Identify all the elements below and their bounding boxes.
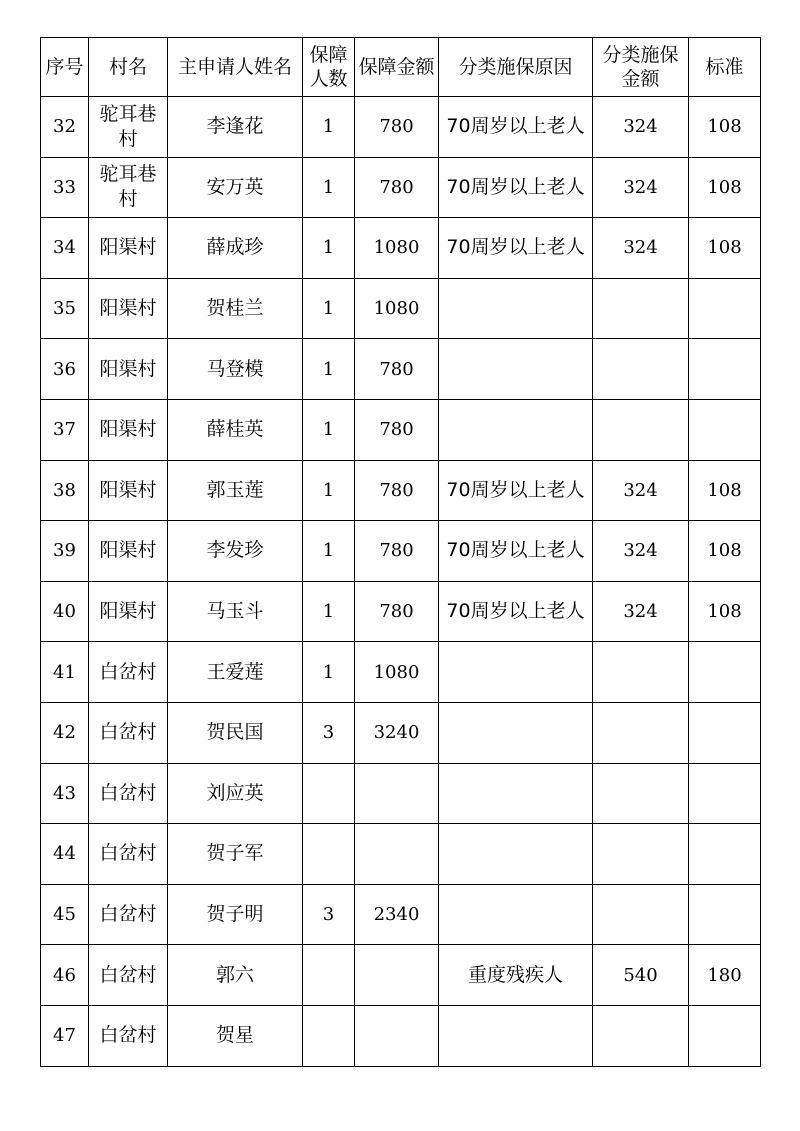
cell-no: 42 [41, 702, 89, 763]
cell-amount: 780 [355, 521, 439, 582]
cell-standard: 108 [689, 97, 761, 158]
cell-village: 阳渠村 [89, 278, 168, 339]
cell-reason [439, 702, 593, 763]
table-row [41, 218, 761, 279]
cell-amount: 3240 [355, 702, 439, 763]
cell-class-amount: 324 [593, 521, 689, 582]
header-reason: 分类施保原因 [439, 38, 593, 97]
cell-no: 36 [41, 339, 89, 400]
cell-amount [355, 763, 439, 824]
cell-reason [439, 884, 593, 945]
cell-amount: 1080 [355, 218, 439, 279]
cell-village: 白岔村 [89, 642, 168, 703]
cell-amount: 1080 [355, 642, 439, 703]
table-row [41, 460, 761, 521]
cell-standard: 108 [689, 218, 761, 279]
cell-count [303, 945, 355, 1006]
cell-class-amount [593, 399, 689, 460]
cell-applicant-name: 贺子明 [168, 884, 303, 945]
cell-standard [689, 399, 761, 460]
table-row [41, 824, 761, 885]
cell-no: 43 [41, 763, 89, 824]
cell-count: 3 [303, 702, 355, 763]
cell-count: 1 [303, 218, 355, 279]
header-no: 序号 [41, 38, 89, 97]
cell-applicant-name: 马登模 [168, 339, 303, 400]
cell-standard: 180 [689, 945, 761, 1006]
cell-applicant-name: 安万英 [168, 157, 303, 218]
cell-class-amount: 324 [593, 460, 689, 521]
cell-standard: 108 [689, 460, 761, 521]
cell-standard [689, 278, 761, 339]
cell-standard: 108 [689, 581, 761, 642]
header-applicant-name: 主申请人姓名 [168, 38, 303, 97]
header-standard: 标准 [689, 38, 761, 97]
cell-reason [439, 339, 593, 400]
document-page [40, 37, 760, 1067]
cell-amount: 780 [355, 157, 439, 218]
cell-no: 32 [41, 97, 89, 158]
cell-count [303, 824, 355, 885]
cell-applicant-name: 王爱莲 [168, 642, 303, 703]
cell-count: 1 [303, 339, 355, 400]
cell-applicant-name: 刘应英 [168, 763, 303, 824]
cell-reason: 70周岁以上老人 [439, 218, 593, 279]
cell-applicant-name: 薛成珍 [168, 218, 303, 279]
cell-amount [355, 945, 439, 1006]
cell-reason [439, 763, 593, 824]
cell-reason: 70周岁以上老人 [439, 460, 593, 521]
cell-class-amount [593, 702, 689, 763]
header-amount: 保障金额 [355, 38, 439, 97]
cell-applicant-name: 贺子军 [168, 824, 303, 885]
cell-class-amount: 324 [593, 581, 689, 642]
cell-count: 1 [303, 460, 355, 521]
table-row [41, 945, 761, 1006]
table-row [41, 884, 761, 945]
cell-standard [689, 642, 761, 703]
cell-count: 1 [303, 157, 355, 218]
cell-class-amount: 324 [593, 218, 689, 279]
cell-village: 驼耳巷村 [89, 97, 168, 158]
cell-no: 45 [41, 884, 89, 945]
cell-class-amount [593, 339, 689, 400]
cell-village: 白岔村 [89, 1005, 168, 1066]
cell-village: 驼耳巷村 [89, 157, 168, 218]
cell-reason [439, 399, 593, 460]
cell-reason [439, 642, 593, 703]
table-row [41, 581, 761, 642]
cell-no: 41 [41, 642, 89, 703]
cell-village: 阳渠村 [89, 521, 168, 582]
cell-standard [689, 702, 761, 763]
cell-standard: 108 [689, 521, 761, 582]
cell-count: 1 [303, 642, 355, 703]
cell-reason: 70周岁以上老人 [439, 157, 593, 218]
header-count: 保障人数 [303, 38, 355, 97]
cell-count: 1 [303, 581, 355, 642]
cell-applicant-name: 贺桂兰 [168, 278, 303, 339]
cell-applicant-name: 贺星 [168, 1005, 303, 1066]
cell-no: 44 [41, 824, 89, 885]
cell-class-amount: 540 [593, 945, 689, 1006]
cell-amount: 1080 [355, 278, 439, 339]
cell-applicant-name: 郭六 [168, 945, 303, 1006]
cell-standard [689, 339, 761, 400]
cell-class-amount [593, 884, 689, 945]
cell-amount: 780 [355, 460, 439, 521]
cell-no: 46 [41, 945, 89, 1006]
cell-count: 1 [303, 97, 355, 158]
table-row [41, 157, 761, 218]
cell-applicant-name: 郭玉莲 [168, 460, 303, 521]
cell-class-amount [593, 642, 689, 703]
cell-count: 1 [303, 399, 355, 460]
cell-standard [689, 884, 761, 945]
cell-amount [355, 1005, 439, 1066]
cell-amount: 2340 [355, 884, 439, 945]
cell-amount: 780 [355, 399, 439, 460]
cell-applicant-name: 贺民国 [168, 702, 303, 763]
cell-village: 白岔村 [89, 824, 168, 885]
cell-village: 阳渠村 [89, 581, 168, 642]
cell-no: 38 [41, 460, 89, 521]
header-village: 村名 [89, 38, 168, 97]
table-row [41, 97, 761, 158]
cell-village: 阳渠村 [89, 218, 168, 279]
cell-no: 34 [41, 218, 89, 279]
cell-class-amount: 324 [593, 157, 689, 218]
cell-count [303, 1005, 355, 1066]
cell-village: 阳渠村 [89, 460, 168, 521]
cell-class-amount [593, 824, 689, 885]
cell-class-amount [593, 763, 689, 824]
assistance-table [40, 37, 761, 1067]
table-row [41, 702, 761, 763]
cell-no: 37 [41, 399, 89, 460]
cell-reason [439, 1005, 593, 1066]
table-row [41, 278, 761, 339]
cell-amount [355, 824, 439, 885]
table-row [41, 339, 761, 400]
cell-standard: 108 [689, 157, 761, 218]
cell-village: 白岔村 [89, 945, 168, 1006]
cell-amount: 780 [355, 339, 439, 400]
cell-no: 40 [41, 581, 89, 642]
cell-count [303, 763, 355, 824]
cell-count: 1 [303, 278, 355, 339]
table-row [41, 1005, 761, 1066]
cell-reason: 重度残疾人 [439, 945, 593, 1006]
cell-applicant-name: 李发珍 [168, 521, 303, 582]
cell-applicant-name: 马玉斗 [168, 581, 303, 642]
cell-count: 3 [303, 884, 355, 945]
table-row [41, 521, 761, 582]
cell-reason [439, 278, 593, 339]
cell-count: 1 [303, 521, 355, 582]
cell-village: 白岔村 [89, 884, 168, 945]
cell-applicant-name: 薛桂英 [168, 399, 303, 460]
cell-no: 47 [41, 1005, 89, 1066]
cell-class-amount: 324 [593, 97, 689, 158]
table-row [41, 642, 761, 703]
cell-village: 白岔村 [89, 702, 168, 763]
cell-amount: 780 [355, 97, 439, 158]
cell-class-amount [593, 1005, 689, 1066]
cell-amount: 780 [355, 581, 439, 642]
header-class-amount: 分类施保金额 [593, 38, 689, 97]
cell-reason: 70周岁以上老人 [439, 521, 593, 582]
table-body [41, 97, 761, 1067]
cell-no: 35 [41, 278, 89, 339]
cell-no: 39 [41, 521, 89, 582]
cell-reason [439, 824, 593, 885]
cell-village: 阳渠村 [89, 339, 168, 400]
cell-standard [689, 824, 761, 885]
cell-applicant-name: 李逢花 [168, 97, 303, 158]
cell-reason: 70周岁以上老人 [439, 97, 593, 158]
table-header-row [41, 38, 761, 97]
cell-class-amount [593, 278, 689, 339]
table-row [41, 763, 761, 824]
table-row [41, 399, 761, 460]
cell-village: 阳渠村 [89, 399, 168, 460]
cell-village: 白岔村 [89, 763, 168, 824]
cell-standard [689, 1005, 761, 1066]
cell-no: 33 [41, 157, 89, 218]
cell-standard [689, 763, 761, 824]
cell-reason: 70周岁以上老人 [439, 581, 593, 642]
